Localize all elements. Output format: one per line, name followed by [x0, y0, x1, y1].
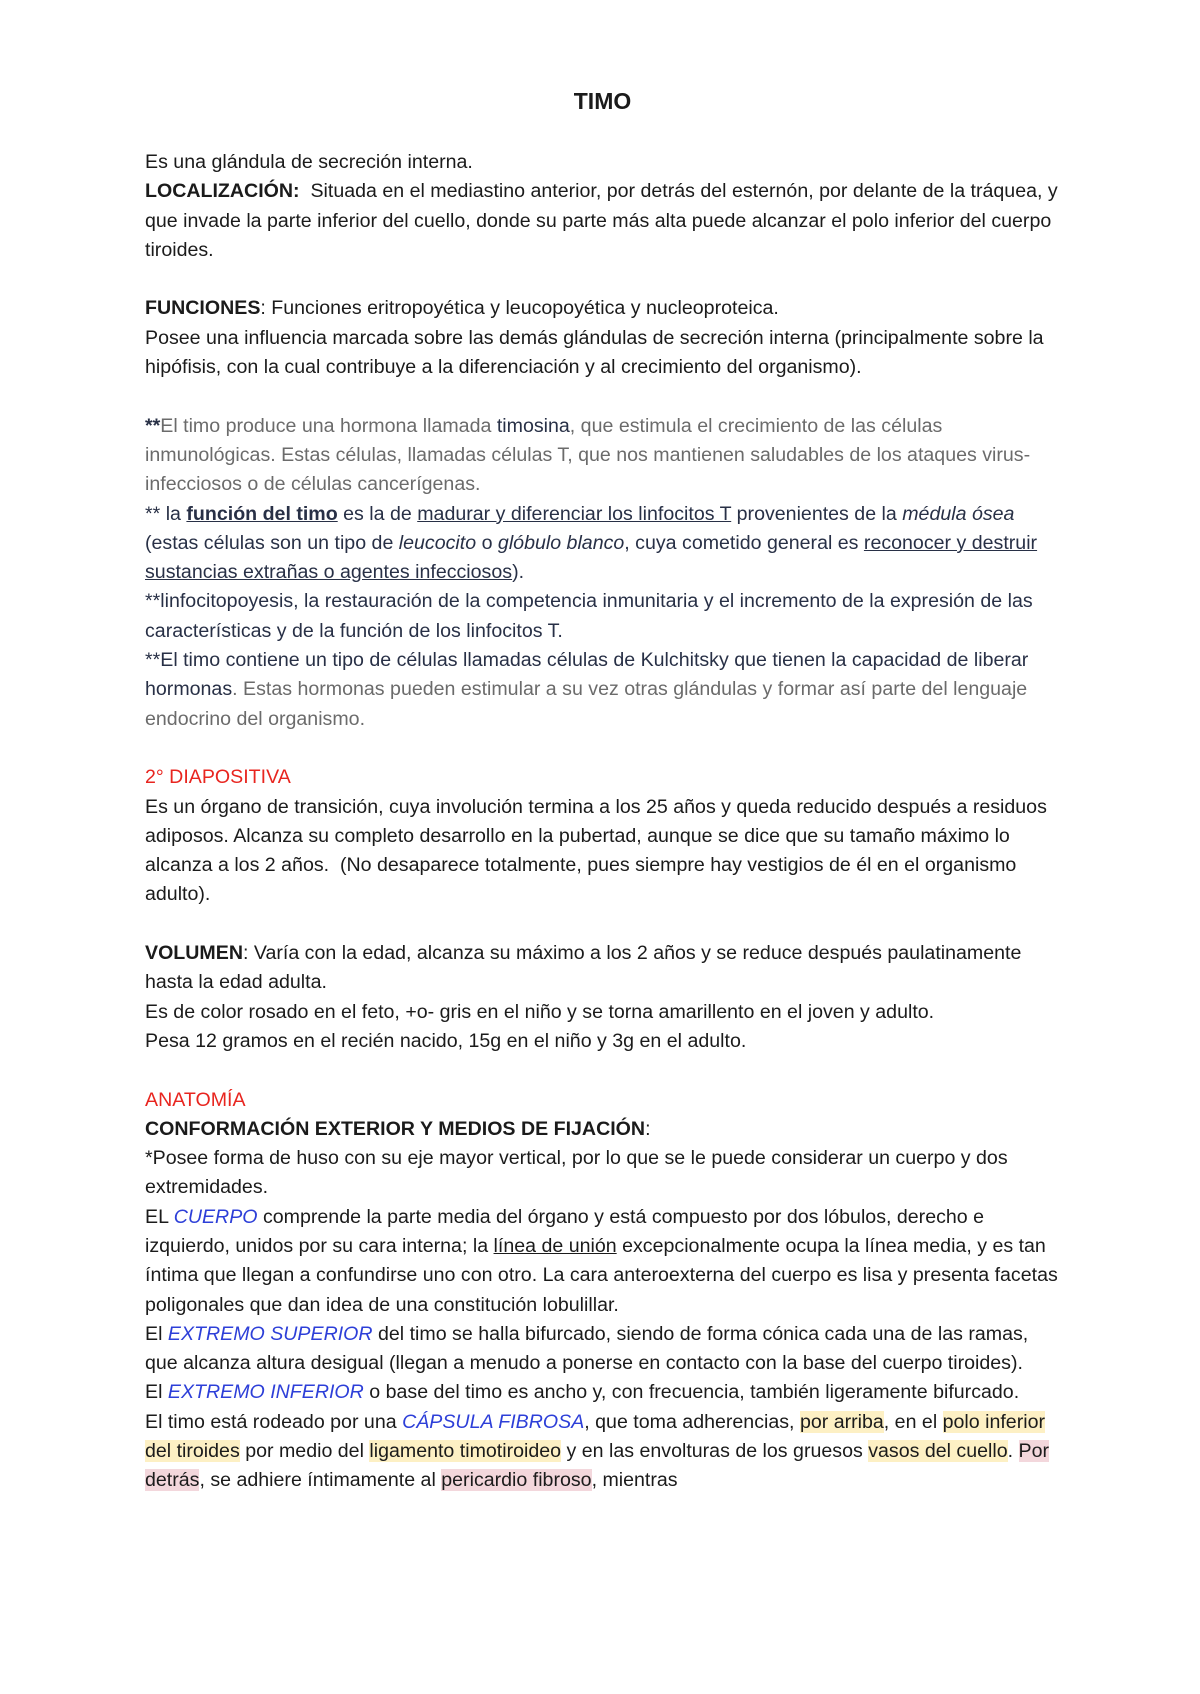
- note-text: o: [476, 531, 498, 554]
- forma-text: *Posee forma de huso con su eje mayor vertical, por lo que se le puede considerar un cuerpo y dos extremidades.: [145, 1147, 1008, 1199]
- capsula-text: y en las envolturas de los gruesos: [561, 1440, 869, 1463]
- note-stars: **: [145, 502, 166, 525]
- volumen-paragraph: [145, 939, 1060, 998]
- capsula-paragraph: [145, 1408, 1060, 1496]
- section-heading-anatomia: ANATOMÍA: [145, 1088, 246, 1111]
- capsula-text: , se adhiere íntimamente al: [199, 1469, 442, 1492]
- cuerpo-paragraph: [145, 1203, 1060, 1320]
- spacer: [145, 382, 1060, 411]
- underlined-phrase: línea de unión: [493, 1234, 617, 1257]
- highlight-yellow: vasos del cuello: [868, 1440, 1008, 1463]
- cuerpo-text: comprende la parte media del órgano y está compuesto por dos lóbulos, derecho e izquierdo, unidos por su cara interna; la: [145, 1205, 985, 1257]
- capsula-text: por medio del: [239, 1440, 370, 1463]
- note-text: es la de: [337, 502, 418, 525]
- extremo-text: El: [145, 1322, 168, 1345]
- extremo-text: del timo se halla bifurcado, siendo de forma cónica cada una de las ramas, que alcanza altura desigual (llegan a menudo a ponerse en contacto con la base del cuerpo tiroides).: [145, 1322, 1029, 1375]
- extremo-text: o base del timo es ancho y, con frecuencia, también ligeramente bifurcado.: [363, 1381, 1020, 1404]
- capsula-text: El timo está rodeado por una: [145, 1410, 403, 1433]
- volumen-label: VOLUMEN: [145, 942, 243, 965]
- diapositiva-text: Es un órgano de transición, cuya involución termina a los 25 años y queda reducido después a residuos adiposos. Alcanza su completo desarrollo en la pubertad, aunque se dice que su tamaño máximo lo alcanza a los 2 años. (No desaparece totalmente, pues siempre hay vestigios de él en el organismo adulto).: [145, 795, 1053, 906]
- capsula-text: , en el: [883, 1410, 943, 1433]
- note-funcion-timo: [145, 500, 1060, 588]
- diapositiva-paragraph: [145, 793, 1060, 910]
- funciones-label: FUNCIONES: [145, 297, 261, 320]
- section-heading-diapositiva: 2° DIAPOSITIVA: [145, 766, 291, 789]
- term-extremo-superior: EXTREMO SUPERIOR: [167, 1322, 373, 1345]
- forma-paragraph: [145, 1144, 1060, 1203]
- note-linfocitopoyesis: [145, 587, 1060, 646]
- highlight-pink: pericardio fibroso: [441, 1469, 592, 1492]
- funciones-text: : Funciones eritropoyética y leucopoyética y nucleoproteica.: [260, 297, 779, 320]
- localizacion-paragraph: [145, 177, 1064, 265]
- note-text: la: [165, 502, 187, 525]
- peso-text: Pesa 12 gramos en el recién nacido, 15g en el niño y 3g en el adulto.: [145, 1029, 747, 1052]
- note-kulchitsky: [145, 646, 1060, 734]
- spacer: [145, 910, 1060, 939]
- term-timosina: timosina: [496, 414, 570, 437]
- cuerpo-text: excepcionalmente ocupa la línea media, y es tan íntima que llegan a confundirse uno con otro. La cara anteroexterna del cuerpo es lisa y presenta facetas poligonales que dan idea de una constitución lobulillar.: [145, 1234, 1058, 1316]
- localizacion-label: LOCALIZACIÓN:: [145, 180, 300, 203]
- extremo-superior-paragraph: [145, 1320, 1060, 1379]
- italic-term: médula ósea: [902, 502, 1015, 525]
- term-funcion-del-timo: función del timo: [186, 502, 338, 525]
- italic-term: glóbulo blanco: [497, 531, 625, 554]
- term-cuerpo: CUERPO: [173, 1205, 258, 1228]
- note-text: **El timo contiene un tipo de células llamadas células de Kulchitsky que tienen la capacidad de liberar hormonas: [145, 649, 1029, 701]
- note-timosina: [145, 412, 1060, 500]
- color-text: Es de color rosado en el feto, +o- gris en el niño y se torna amarillento en el joven y adulto.: [145, 1000, 935, 1023]
- note-text: El timo produce una hormona llamada: [160, 414, 497, 437]
- spacer: [145, 1056, 1060, 1085]
- subheading-conformacion: [145, 1115, 1060, 1144]
- intro-text: Es una glándula de secreción interna.: [145, 151, 473, 173]
- capsula-text: , que toma adherencias,: [584, 1410, 800, 1433]
- funciones-text-2: Posee una influencia marcada sobre las demás glándulas de secreción interna (principalmente sobre la hipófisis, con la cual contribuye a la diferenciación y al crecimiento del organismo).: [145, 326, 1044, 379]
- extremo-text: El: [145, 1381, 168, 1404]
- volumen-text: : Varía con la edad, alcanza su máximo a los 2 años y se reduce después paulatinamente hasta la edad adulta.: [145, 942, 1022, 994]
- underlined-phrase: reconocer y destruir sustancias extrañas o agentes infecciosos: [145, 531, 1038, 584]
- note-stars: **: [145, 414, 161, 437]
- note-text: ).: [512, 561, 525, 584]
- spacer: [145, 734, 1060, 763]
- spacer: [145, 265, 1060, 294]
- extremo-inferior-paragraph: [145, 1378, 1060, 1407]
- note-text: , que estimula el crecimiento de las células inmunológicas. Estas células, llamadas células T, que nos mantienen saludables de los ataques virus-infecciosos o de células cancerígenas.: [145, 414, 1031, 496]
- intro-paragraph: [145, 148, 1060, 177]
- peso-paragraph: [145, 1027, 1060, 1056]
- capsula-text: , mientras: [591, 1469, 678, 1492]
- highlight-yellow: ligamento timotiroideo: [369, 1440, 562, 1463]
- highlight-yellow: por arriba: [799, 1410, 884, 1433]
- subheading-text: CONFORMACIÓN EXTERIOR Y MEDIOS DE FIJACIÓN: [145, 1117, 646, 1140]
- note-text: provenientes de la: [731, 502, 903, 525]
- capsula-text: .: [1007, 1440, 1019, 1463]
- term-capsula-fibrosa: CÁPSULA FIBROSA: [402, 1410, 585, 1433]
- page-title: TIMO: [573, 88, 632, 114]
- subheading-colon: :: [645, 1117, 651, 1140]
- note-text: (estas células son un tipo de: [145, 531, 399, 554]
- term-extremo-inferior: EXTREMO INFERIOR: [167, 1381, 364, 1404]
- note-text: , cuya cometido general es: [624, 531, 864, 554]
- color-paragraph: [145, 998, 1060, 1027]
- funciones-paragraph: [145, 294, 1060, 323]
- underlined-phrase: madurar y diferenciar los linfocitos T: [417, 502, 732, 525]
- funciones-paragraph-2: [145, 324, 1060, 383]
- highlight-yellow: polo inferior del tiroides: [145, 1410, 1046, 1463]
- localizacion-text: Situada en el mediastino anterior, por detrás del esternón, por delante de la tráquea, y que invade la parte inferior del cuello, donde su parte más alta puede alcanzar el polo inferior del cuerpo tiroides.: [145, 180, 1064, 261]
- highlight-pink: Por detrás: [145, 1440, 1050, 1492]
- note-text: **linfocitopoyesis, la restauración de la competencia inmunitaria y el incremento de la expresión de las características y de la función de los linfocitos T.: [145, 590, 1033, 642]
- italic-term: leucocito: [398, 531, 477, 554]
- cuerpo-text: EL: [145, 1205, 174, 1228]
- note-text: . Estas hormonas pueden estimular a su vez otras glándulas y formar así parte del lenguaje endocrino del organismo.: [145, 678, 1028, 730]
